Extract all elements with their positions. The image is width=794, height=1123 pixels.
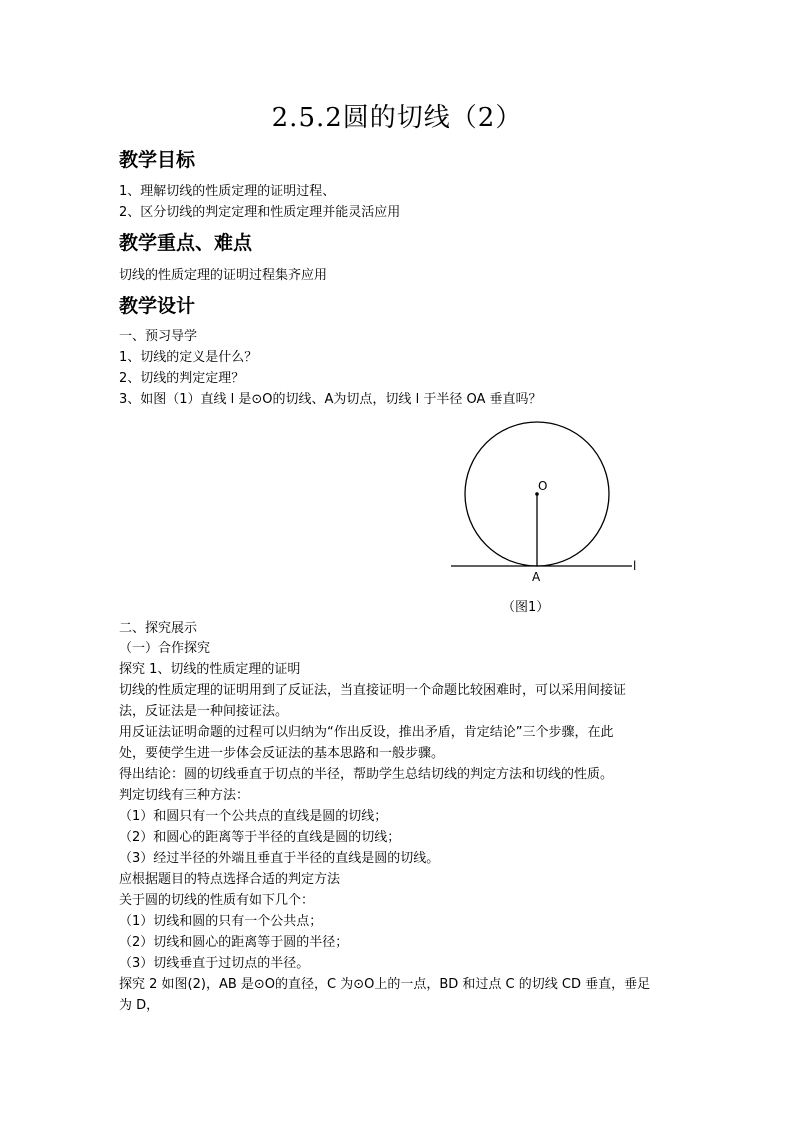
goal-item-1: 1、理解切线的性质定理的证明过程、: [119, 184, 336, 199]
explore-p15: （3）切线垂直于过切点的半径。: [119, 956, 310, 971]
heading-design: 教学设计: [119, 295, 196, 317]
explore-p5: 处，要使学生进一步体会反证法的基本思路和一般步骤。: [119, 746, 445, 761]
label-l: l: [633, 559, 637, 573]
explore-p3: 法，反证法是一种间接证法。: [119, 704, 289, 719]
keypoints-text: 切线的性质定理的证明过程集齐应用: [119, 268, 328, 283]
figure-1-diagram: [440, 420, 660, 620]
page-title: 2.5.2圆的切线（2）: [271, 103, 523, 133]
explore-sub1: （一）合作探究: [119, 641, 211, 656]
preview-title: 一、预习导学: [119, 329, 198, 344]
explore-p6: 得出结论：圆的切线垂直于切点的半径，帮助学生总结切线的判定方法和切线的性质。: [119, 767, 614, 782]
heading-keypoints: 教学重点、难点: [119, 232, 253, 254]
question-2: 2、切线的判定定理？: [119, 371, 245, 386]
explore-p2: 切线的性质定理的证明用到了反证法，当直接证明一个命题比较困难时，可以采用间接证: [119, 683, 627, 698]
explore-p17: 为 D，: [119, 998, 160, 1013]
explore-p4: 用反证法证明命题的过程可以归纳为“作出反设，推出矛盾，肯定结论”三个步骤，在此: [119, 725, 614, 740]
question-1: 1、切线的定义是什么？: [119, 350, 258, 365]
explore-p12: 关于圆的切线的性质有如下几个：: [119, 893, 315, 908]
explore-p16: 探究 2 如图(2)，AB 是⊙O的直径，C 为⊙O上的一点，BD 和过点 C 的切线 CD 垂直，垂足: [119, 977, 651, 992]
explore-p10: （3）经过半径的外端且垂直于半径的直线是圆的切线。: [119, 851, 440, 866]
explore-title: 二、探究展示: [119, 621, 198, 636]
label-o: O: [538, 479, 548, 493]
label-a: A: [532, 570, 541, 584]
explore-p7: 判定切线有三种方法：: [119, 788, 250, 803]
goal-item-2: 2、区分切线的判定定理和性质定理并能灵活应用: [119, 205, 401, 220]
explore-p14: （2）切线和圆心的距离等于圆的半径；: [119, 935, 349, 950]
explore-p1: 探究 1、切线的性质定理的证明: [119, 662, 301, 677]
explore-p11: 应根据题目的特点选择合适的判定方法: [119, 872, 341, 887]
figure-1-caption: （图1）: [502, 600, 550, 615]
question-3: 3、如图（1）直线 l 是⊙O的切线、A为切点，切线 l 于半径 OA 垂直吗？: [119, 392, 542, 407]
heading-goals: 教学目标: [119, 149, 196, 171]
explore-p8: （1）和圆只有一个公共点的直线是圆的切线；: [119, 809, 388, 824]
explore-p13: （1）切线和圆的只有一个公共点；: [119, 914, 323, 929]
explore-p9: （2）和圆心的距离等于半径的直线是圆的切线；: [119, 830, 401, 845]
